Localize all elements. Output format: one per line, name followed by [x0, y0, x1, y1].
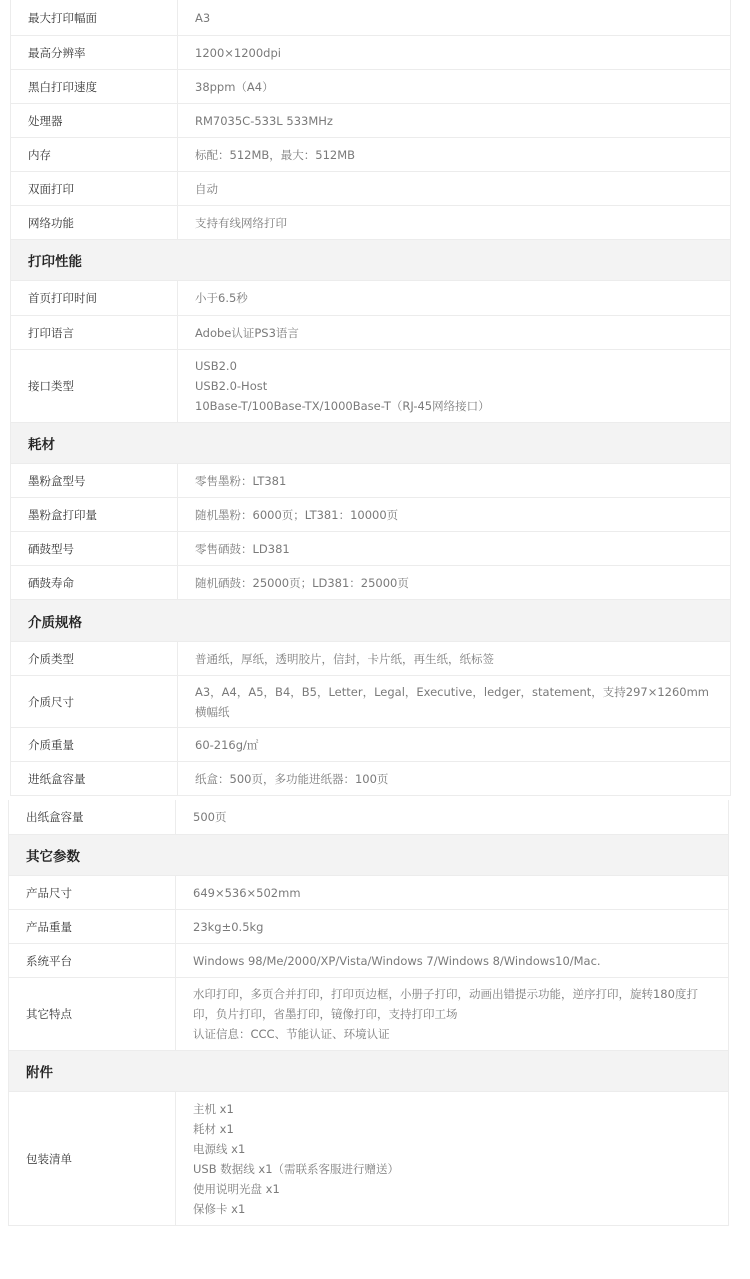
table-row [11, 498, 730, 532]
table-row [11, 206, 730, 240]
spec-label: 最高分辨率 [28, 45, 86, 60]
spec-label: 硒鼓寿命 [28, 575, 74, 590]
feature-line: 水印打印，多页合并打印，打印页边框，小册子打印，动画出错提示功能，逆序打印，旋转180度打 [193, 987, 698, 1001]
spec-label: 系统平台 [26, 953, 72, 968]
spec-label: 介质尺寸 [28, 694, 74, 709]
table-row [11, 532, 730, 566]
spec-label: 产品重量 [26, 919, 72, 934]
spec-label: 接口类型 [28, 379, 74, 393]
spec-value: 零售硒鼓：LD381 [177, 532, 730, 565]
table-row [9, 1092, 728, 1226]
table-row [9, 910, 728, 944]
table-row [11, 762, 730, 796]
table-row [9, 944, 728, 978]
interface-line: 10Base-T/100Base-TX/1000Base-T（RJ-45网络接口） [195, 399, 490, 413]
table-row [9, 800, 728, 835]
spec-label: 进纸盒容量 [28, 771, 86, 786]
spec-value: 普通纸，厚纸，透明胶片，信封，卡片纸，再生纸，纸标签 [177, 642, 730, 675]
table-row [11, 0, 730, 36]
spec-value: 小于6.5秒 [177, 281, 730, 315]
spec-label: 包装清单 [26, 1151, 72, 1166]
spec-label: 硒鼓型号 [28, 541, 74, 556]
spec-value: 纸盒：500页，多功能进纸器：100页 [177, 762, 730, 795]
table-row [9, 978, 728, 1051]
section-header-consumables: 耗材 [11, 423, 730, 464]
table-row [11, 281, 730, 316]
spec-value: 1200×1200dpi [177, 36, 730, 69]
spec-value: A3 [177, 0, 730, 35]
spec-label: 其它特点 [26, 1007, 72, 1021]
spec-value [175, 1092, 728, 1225]
package-line: 耗材 x1 [193, 1121, 234, 1136]
table-row [11, 70, 730, 104]
spec-value: A3，A4，A5，B4，B5，Letter，Legal，Executive，ledger，statement，支持297×1260mm横幅纸 [177, 676, 730, 727]
package-line: 主机 x1 [193, 1101, 234, 1116]
spec-label: 介质重量 [28, 737, 74, 752]
package-line: 电源线 x1 [193, 1141, 246, 1156]
table-row [11, 464, 730, 498]
spec-value: 649×536×502mm [175, 876, 728, 909]
spec-label: 内存 [28, 147, 51, 162]
interface-line: USB2.0-Host [195, 379, 268, 393]
spec-label: 网络功能 [28, 215, 74, 230]
spec-label: 首页打印时间 [28, 291, 97, 305]
spec-label: 介质类型 [28, 651, 74, 666]
package-line: 使用说明光盘 x1 [193, 1181, 280, 1196]
spec-label: 墨粉盒型号 [28, 473, 86, 488]
feature-line: 印，负片打印，省墨打印，镜像打印，支持打印工场 [193, 1007, 458, 1021]
spec-value: 60-216g/㎡ [177, 728, 730, 761]
package-line: USB 数据线 x1（需联系客服进行赠送） [193, 1161, 400, 1176]
table-row [11, 728, 730, 762]
table-row [11, 138, 730, 172]
section-header-print: 打印性能 [11, 240, 730, 281]
spec-value: 23kg±0.5kg [175, 910, 728, 943]
spec-label: 双面打印 [28, 181, 74, 196]
spec-value: 标配：512MB，最大：512MB [177, 138, 730, 171]
feature-line: 认证信息：CCC、节能认证、环境认证 [193, 1027, 390, 1041]
spec-value: 支持有线网络打印 [177, 206, 730, 239]
table-row [11, 172, 730, 206]
spec-value: Adobe认证PS3语言 [177, 316, 730, 349]
table-row [11, 36, 730, 70]
interface-line: USB2.0 [195, 359, 237, 373]
table-row [11, 642, 730, 676]
table-row [11, 676, 730, 728]
spec-value [177, 350, 730, 422]
spec-label: 产品尺寸 [26, 885, 72, 900]
spec-label: 最大打印幅面 [28, 10, 97, 25]
spec-label: 黑白打印速度 [28, 79, 97, 94]
spec-table-main [10, 0, 731, 796]
spec-value: 零售墨粉：LT381 [177, 464, 730, 497]
spec-table-secondary [8, 800, 729, 1226]
table-row [11, 104, 730, 138]
package-line: 保修卡 x1 [193, 1201, 246, 1216]
spec-value: 随机硒鼓：25000页；LD381：25000页 [177, 566, 730, 599]
table-row [11, 350, 730, 423]
section-header-accessories: 附件 [9, 1051, 728, 1092]
spec-label: 出纸盒容量 [26, 810, 84, 824]
spec-value: 随机墨粉：6000页；LT381：10000页 [177, 498, 730, 531]
spec-value: 500页 [175, 800, 728, 834]
spec-label: 墨粉盒打印量 [28, 507, 97, 522]
table-row [11, 566, 730, 600]
section-header-media: 介质规格 [11, 600, 730, 642]
spec-value: 自动 [177, 172, 730, 205]
section-header-other: 其它参数 [9, 835, 728, 876]
table-row [9, 876, 728, 910]
table-row [11, 316, 730, 350]
spec-label: 处理器 [28, 113, 63, 128]
spec-label: 打印语言 [28, 325, 74, 340]
spec-value: RM7035C-533L 533MHz [177, 104, 730, 137]
spec-value: Windows 98/Me/2000/XP/Vista/Windows 7/Windows 8/Windows10/Mac. [175, 944, 728, 977]
spec-value [175, 978, 728, 1050]
spec-value: 38ppm（A4） [177, 70, 730, 103]
